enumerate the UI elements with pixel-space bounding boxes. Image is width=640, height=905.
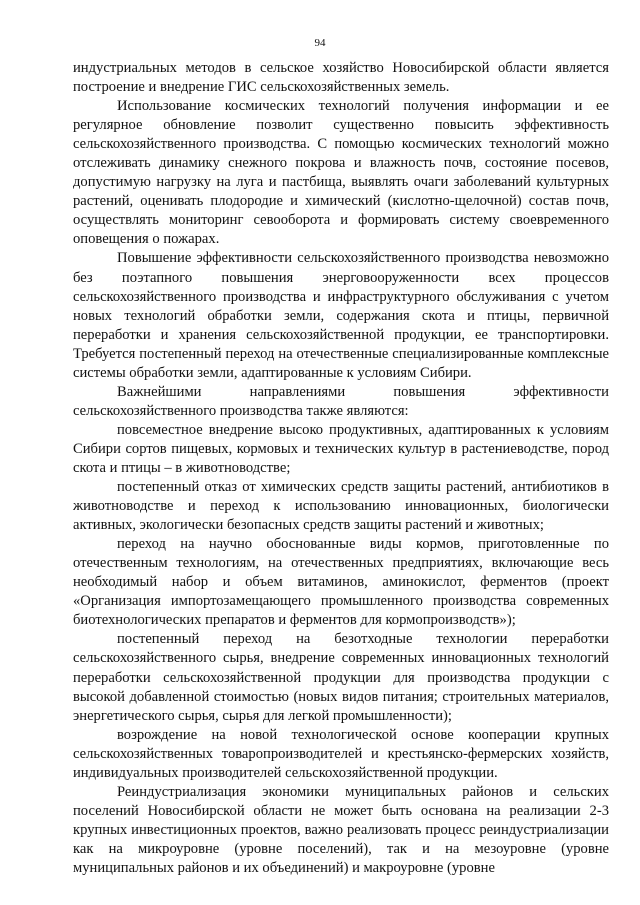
list-item-wasteless-technologies: постепенный переход на безотходные технологии переработки сельскохозяйственного сырья, внедрение современных инновационных технологий переработки сельскохозяйственной продукции для производства продукции с высокой добавленной стоимостью (новых видов питания; строительных материалов, энергетического сырья, сырья для легкой промышленности);	[73, 631, 609, 724]
list-item-cooperation-revival: возрождение на новой технологической основе кооперации крупных сельскохозяйственных товаропроизводителей и крестьянско-фермерских хозяйств, индивидуальных производителей сельскохозяйственной продукции.	[73, 726, 609, 781]
list-item-productive-varieties: повсеместное внедрение высоко продуктивных, адаптированных к условиям Сибири сортов пищевых, кормовых и технических культур в растениеводстве, пород скота и птицы – в животноводстве;	[73, 421, 609, 476]
paragraph-continuation: индустриальных методов в сельское хозяйство Новосибирской области является построение и внедрение ГИС сельскохозяйственных земель.	[73, 60, 609, 96]
document-body	[73, 59, 609, 878]
list-item-feed-transition: переход на научно обоснованные виды кормов, приготовленные по отечественным технологиям, на отечественных предприятиях, включающие весь необходимый набор и объем витаминов, аминокислот, ферментов (проект «Организация импортозамещающего промышленного производства современных биотехнологических препаратов и ферментов для кормопроизводств»);	[73, 536, 609, 629]
paragraph-key-directions-intro: Важнейшими направлениями повышения эффективности сельскохозяйственного производства также являются:	[73, 383, 609, 419]
paragraph-space-technologies: Использование космических технологий получения информации и ее регулярное обновление позволит существенно повысить эффективность сельскохозяйственного производства. С помощью космических технологий можно отслеживать динамику снежного покрова и влажность почв, состояние посевов, допустимую нагрузку на луга и пастбища, выявлять очаги заболеваний культурных растений, оценивать плодородие и химический (кислотно-щелочной) состав почв, осуществлять мониторинг севооборота и формировать систему своевременного оповещения о пожарах.	[73, 98, 609, 248]
page-number: 94	[314, 37, 326, 49]
list-item-chemical-refusal: постепенный отказ от химических средств защиты растений, антибиотиков в животноводстве и переход к использованию инновационных, биологически активных, экологически безопасных средств защиты растений и животных;	[73, 479, 609, 534]
paragraph-reindustrialization: Реиндустриализация экономики муниципальных районов и сельских поселений Новосибирской области не может быть основана на реализации 2-3 крупных инвестиционных проектов, важно реализовать процесс реиндустриализации как на микроуровне (уровне поселений), так и на мезоуровне (уровне муниципальных районов и их объединений) и макроуровне (уровне	[73, 783, 609, 876]
paragraph-efficiency-increase: Повышение эффективности сельскохозяйственного производства невозможно без поэтапного повышения энерговооруженности всех процессов сельскохозяйственного производства и инфраструктурного обслуживания с учетом новых технологий обработки земли, содержания скота и птицы, первичной переработки и хранения сельскохозяйственной продукции, ее транспортировки. Требуется постепенный переход на отечественные специализированные комплексные системы обработки земли, адаптированные к условиям Сибири.	[73, 250, 609, 381]
